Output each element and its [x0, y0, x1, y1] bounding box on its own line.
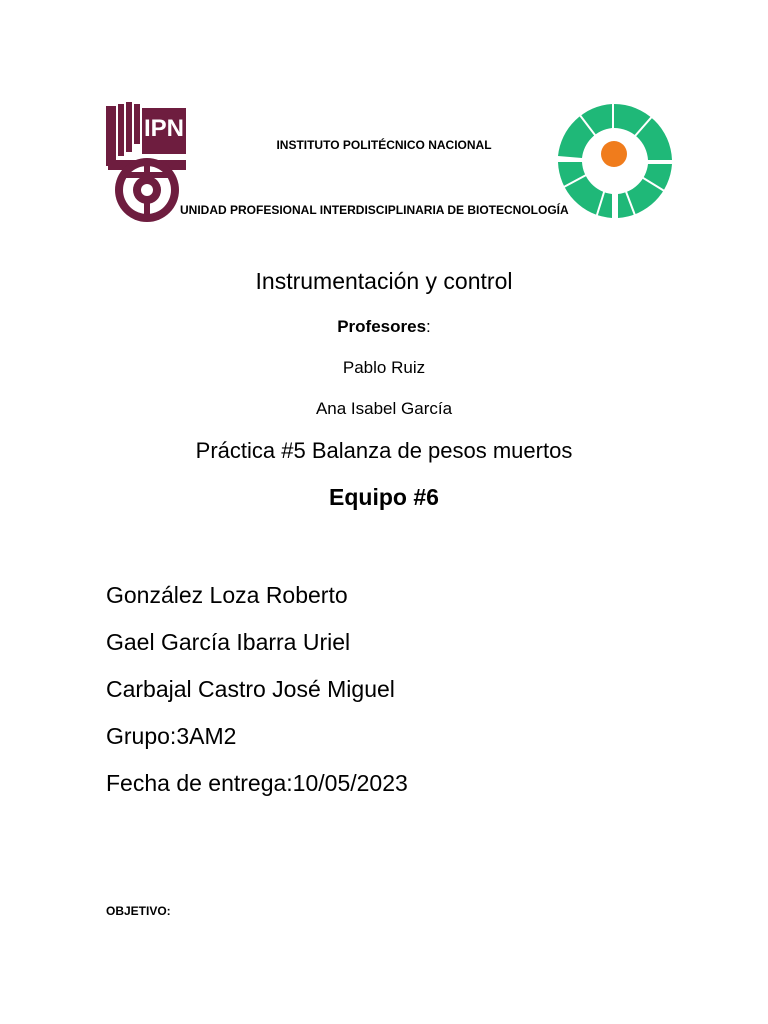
team-number: Equipo #6	[329, 484, 439, 510]
group-label: Grupo:3AM2	[106, 723, 237, 749]
professor-name: Pablo Ruiz	[342, 358, 426, 377]
delivery-date: Fecha de entrega:10/05/2023	[106, 770, 408, 796]
team-member: Carbajal Castro José Miguel	[106, 676, 395, 702]
professor-name: Ana Isabel García	[315, 399, 453, 418]
course-title: Instrumentación y control	[255, 268, 513, 294]
unit-name: UNIDAD PROFESIONAL INTERDISCIPLINARIA DE BIOTECNOLOGÍA	[180, 203, 569, 217]
professors-colon: :	[426, 317, 431, 336]
ipn-logo	[104, 100, 190, 226]
upibi-logo	[556, 100, 674, 222]
professors-heading	[0, 317, 768, 337]
team-member: Gael García Ibarra Uriel	[106, 629, 351, 655]
ipn-logo-lettering: IPN	[143, 115, 185, 142]
objective-heading: OBJETIVO:	[106, 904, 171, 918]
team-member: González Loza Roberto	[106, 582, 348, 608]
practice-title: Práctica #5 Balanza de pesos muertos	[195, 438, 573, 463]
institution-name: INSTITUTO POLITÉCNICO NACIONAL	[276, 138, 492, 152]
professors-label: Profesores	[337, 317, 427, 336]
